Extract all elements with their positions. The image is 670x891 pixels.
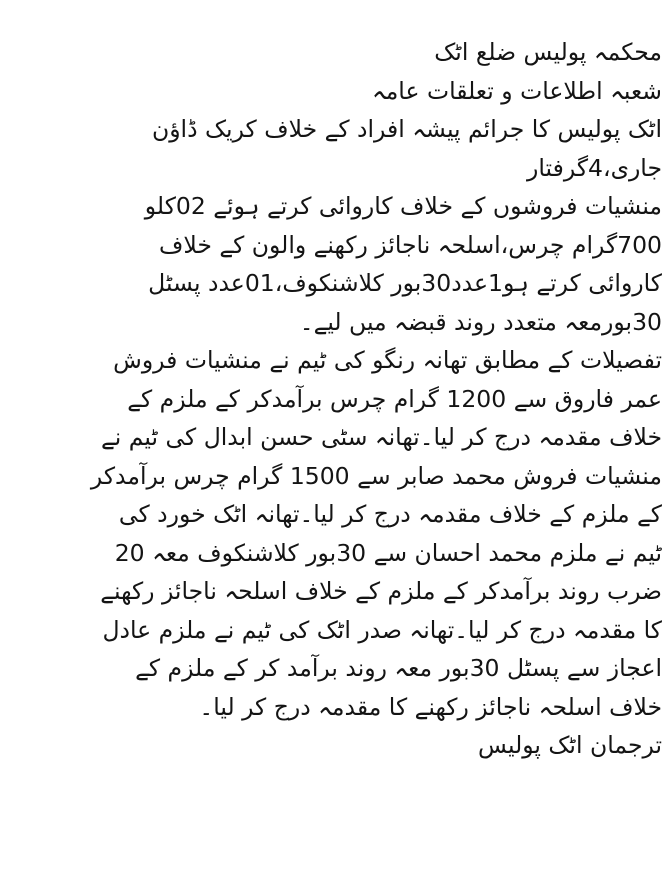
details-line-6: ٹیم نے ملزم محمد احسان سے 30بور کلاشنکوف معہ 20 (114, 538, 662, 567)
details-line-1: تفصیلات کے مطابق تھانہ رنگو کی ٹیم نے منشیات فروش (113, 346, 662, 374)
details-line-10: خلاف اسلحہ ناجائز رکھنے کا مقدمہ درج کر لیا۔ (199, 692, 662, 721)
details-line-9: اعجاز سے پسٹل 30بور معہ روند برآمد کر کے ملزم کے (135, 654, 662, 682)
summary-line-4: 30بورمعہ متعدد روند قبضہ میں لیے۔ (299, 307, 662, 336)
headline-line-2: جاری،4گرفتار (527, 153, 662, 182)
department-heading: محکمہ پولیس ضلع اٹک (434, 38, 662, 66)
summary-line-2: 700گرام چرس،اسلحہ ناجائز رکھنے والون کے خلاف (158, 230, 662, 259)
details-line-5: کے ملزم کے خلاف مقدمہ درج کر لیا۔تھانہ اٹک خورد کی (118, 500, 662, 528)
summary-line-3: کاروائی کرتے ہو1عدد30بور کلاشنکوف،01عدد پسٹل (148, 269, 662, 297)
press-release-text (0, 33, 662, 891)
summary-line-1: منشیات فروشوں کے خلاف کاروائی کرتے ہوئے 02کلو (144, 192, 662, 220)
spokesperson-signoff: ترجمان اٹک پولیس (478, 731, 662, 759)
headline-line-1: اٹک پولیس کا جرائم پیشہ افراد کے خلاف کریک ڈاؤن (151, 115, 662, 143)
details-line-2: عمر فاروق سے 1200 گرام چرس برآمدکر کے ملزم کے (127, 384, 662, 413)
details-line-8: کا مقدمہ درج کر لیا۔تھانہ صدر اٹک کی ٹیم نے ملزم عادل (102, 615, 662, 644)
details-line-4: منشیات فروش محمد صابر سے 1500 گرام چرس برآمدکر (90, 461, 662, 490)
details-line-7: ضرب روند برآمدکر کے ملزم کے خلاف اسلحہ ناجائز رکھنے (100, 577, 662, 605)
details-line-3: خلاف مقدمہ درج کر لیا۔تھانہ سٹی حسن ابدال کی ٹیم نے (100, 423, 662, 451)
section-heading: شعبہ اطلاعات و تعلقات عامہ (371, 76, 662, 105)
